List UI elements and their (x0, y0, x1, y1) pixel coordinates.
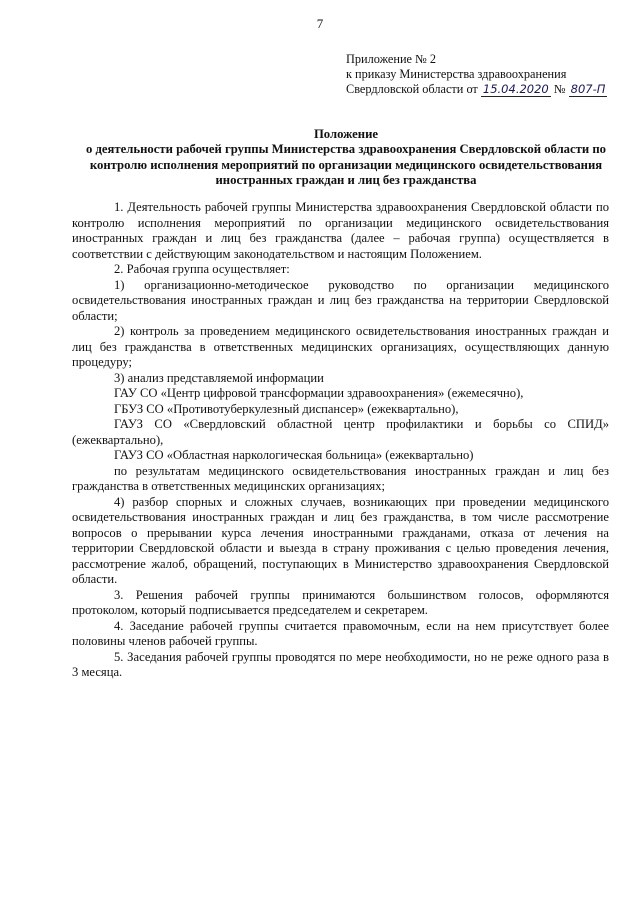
analysis-scope: по результатам медицинского освидетельствования иностранных граждан и лиц без гражданства в ответственных медицинских организациях; (72, 463, 609, 493)
paragraph-5: 5. Заседания рабочей группы проводятся по мере необходимости, но не реже одного раза в 3 месяца. (72, 649, 609, 679)
list-item-3: 3) анализ представляемой информации (114, 370, 324, 385)
appendix-line-3 (346, 82, 607, 97)
org-line-3: ГАУЗ СО «Свердловский областной центр профилактики и борьбы со СПИД» (ежеквартально), (72, 417, 609, 447)
list-item-2: 2) контроль за проведением медицинского освидетельствования иностранных граждан и лиц без гражданства в ответственных медицинских организациях, осуществляющих данную процедуру; (72, 324, 609, 369)
document-body (72, 200, 609, 681)
org-line-4: ГАУЗ СО «Областная наркологическая больница» (ежеквартально) (114, 448, 474, 462)
title-heading: Положение (313, 127, 379, 141)
org-line-1: ГАУ СО «Центр цифровой трансформации здравоохранения» (ежемесячно), (114, 386, 524, 400)
appendix-line-1: Приложение № 2 (346, 52, 437, 66)
list-item-4: 4) разбор спорных и сложных случаев, возникающих при проведении медицинского освидетельствования иностранных граждан и лиц без гражданства, в том числе рассмотрение вопросов о прерывании курса лечения иностранными гражданами, отказа от лечения на территории Свердловской области и выезда в страну проживания с целью проведения лечения, рассмотрение жалоб, обращений, поступающих в Министерство здравоохранения Свердловской области. (72, 494, 609, 586)
list-item-1: 1) организационно-методическое руководство по организации медицинского освидетельствования иностранных граждан и лиц без гражданства на территории Свердловской области; (72, 277, 609, 323)
appendix-line-2: к приказу Министерства здравоохранения (346, 67, 567, 81)
appendix-header (346, 52, 607, 97)
paragraph-3: 3. Решения рабочей группы принимаются большинством голосов, оформляются протоколом, который подписывается председателем и секретарем. (72, 587, 609, 617)
page-number: 7 (316, 16, 324, 31)
handwritten-date: 15.04.2020 (482, 82, 549, 96)
document-title (72, 127, 620, 188)
paragraph-2: 2. Рабочая группа осуществляет: (114, 262, 290, 276)
appendix-line-3-prefix: Свердловской области от (346, 82, 478, 96)
paragraph-1: 1. Деятельность рабочей группы Министерства здравоохранения Свердловской области по контролю исполнения мероприятий по организации медицинского освидетельствования иностранных граждан и лиц без гражданства (далее – рабочая группа) осуществляется в соответствии с действующим законодательством и настоящим Положением. (72, 200, 609, 261)
paragraph-4: 4. Заседание рабочей группы считается правомочным, если на нем присутствует более половины членов рабочей группы. (72, 618, 609, 648)
handwritten-order-number: 807-П (570, 82, 606, 96)
number-sign: № (553, 82, 566, 96)
title-subtitle: о деятельности рабочей группы Министерства здравоохранения Свердловской области по контролю исполнения мероприятий по организации медицинского освидетельствования иностранных граждан и лиц без гражданства (85, 142, 607, 187)
org-line-2: ГБУЗ СО «Противотуберкулезный диспансер» (ежеквартально), (114, 401, 459, 416)
